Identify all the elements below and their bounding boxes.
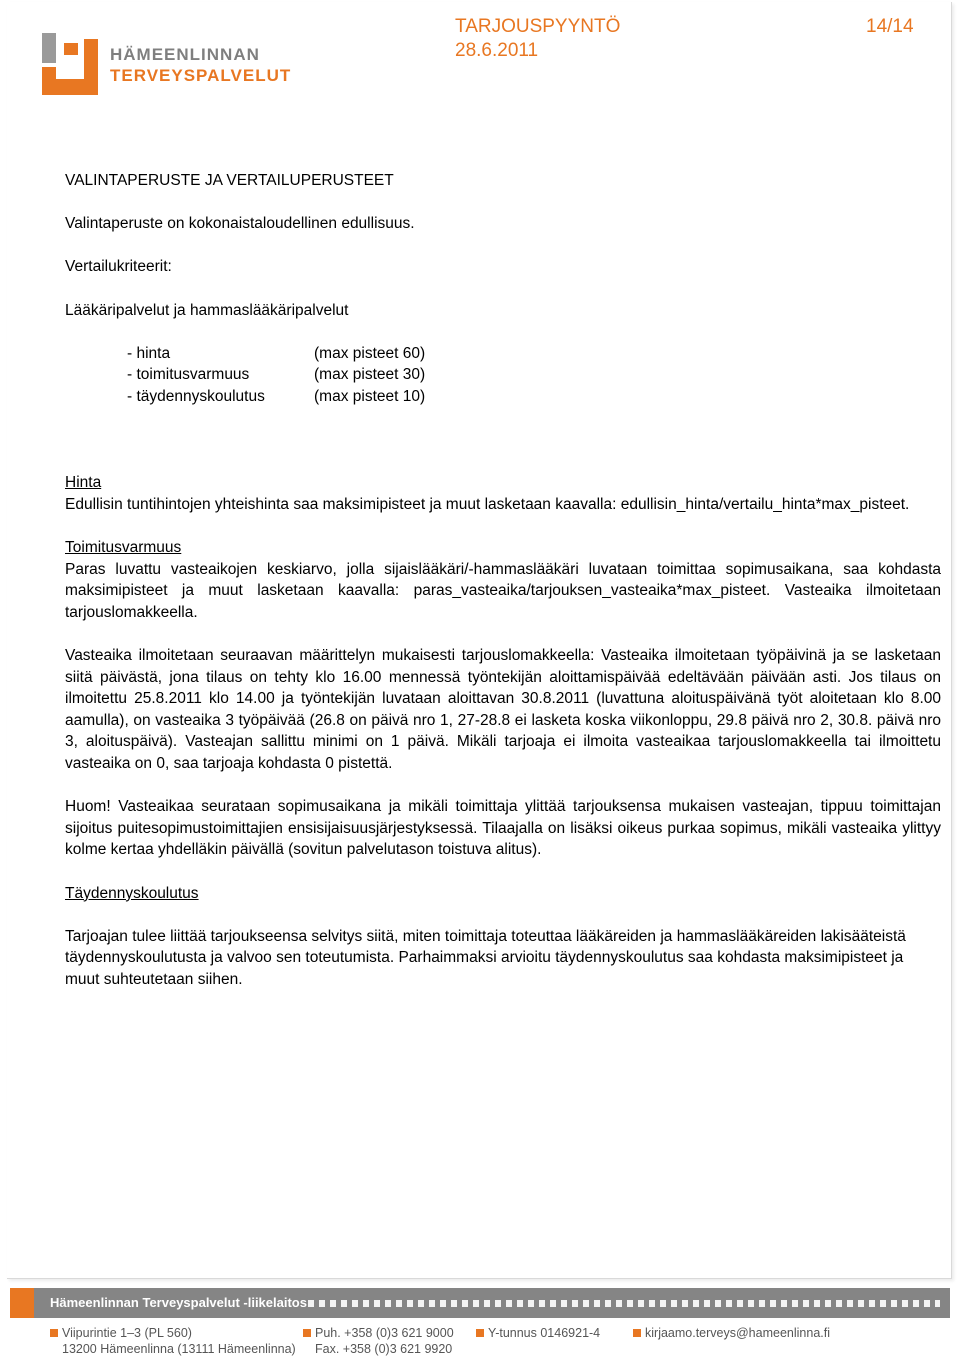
training-text: Tarjoajan tulee liittää tarjoukseensa selvitys siitä, miten toimittaja toteuttaa lääkäreiden ja hammaslääkäreiden lakisääteistä täydennyskoulutusta ja valvoo sen toteutumista. Parhaimmaksi arvioitu täydennyskoulutus saa kohdasta maksimipisteet ja muut suhteutetaan siihen.	[65, 927, 906, 988]
square-bullet-icon	[476, 1329, 484, 1337]
logo-text-top: HÄMEENLINNAN	[110, 45, 260, 64]
criterion-name: - toimitusvarmuus	[127, 366, 250, 384]
criterion-points: (max pisteet 60)	[314, 344, 426, 362]
footer-decoration	[308, 1300, 940, 1307]
service-heading: Lääkäripalvelut ja hammaslääkäripalvelut	[65, 301, 349, 319]
reliability-text: Paras luvattu vasteaikojen keskiarvo, jolla sijaislääkäri/-hammaslääkäri luvataan toimittaa sopimusaikana, saa kohdasta maksimipisteet ja muut lasketaan kaavalla: paras_vasteaika/tarjouksen_vasteaika*max_pisteet. Vasteaika ilmoitetaan tarjouslomakkeella.	[65, 560, 941, 621]
square-bullet-icon	[633, 1329, 641, 1337]
footer-contacts	[45, 1325, 945, 1361]
fax-number: Fax. +358 (0)3 621 9920	[315, 1342, 453, 1356]
business-id: Y-tunnus 0146921-4	[488, 1326, 601, 1340]
footer-bar	[10, 1288, 950, 1318]
address-line-1: Viipurintie 1–3 (PL 560)	[62, 1326, 192, 1340]
criteria-list	[127, 343, 941, 408]
hameenlinna-terveyspalvelut-logo	[40, 33, 292, 97]
price-heading: Hinta	[65, 474, 102, 492]
document-body	[65, 170, 941, 991]
footer-accent	[10, 1288, 34, 1318]
criterion-points: (max pisteet 10)	[314, 387, 426, 405]
square-bullet-icon	[303, 1329, 311, 1337]
logo-emblem-icon	[40, 33, 104, 97]
criterion-name: - täydennyskoulutus	[127, 387, 265, 405]
footer-company-name: Hämeenlinnan Terveyspalvelut -liikelaitos	[50, 1295, 307, 1310]
page-number: 14/14	[866, 16, 914, 37]
email-address[interactable]: kirjaamo.terveys@hameenlinna.fi	[645, 1326, 830, 1340]
square-bullet-icon	[50, 1329, 58, 1337]
criterion-name: - hinta	[127, 344, 171, 362]
criterion-points: (max pisteet 30)	[314, 366, 426, 384]
phone-number: Puh. +358 (0)3 621 9000	[315, 1326, 454, 1340]
footer-business-id	[488, 1325, 600, 1341]
section-title: VALINTAPERUSTE JA VERTAILUPERUSTEET	[65, 172, 394, 189]
reliability-heading: Toimitusvarmuus	[65, 539, 182, 557]
footer-phone-fax	[315, 1325, 454, 1357]
document-date: 28.6.2011	[455, 40, 539, 61]
footer-address	[62, 1325, 296, 1357]
note-text: Huom! Vasteaikaa seurataan sopimusaikana ja mikäli toimittaja ylittää tarjouksensa mukaisen vasteajan, tippuu toimittajan sijoitus puitesopimustoimittajien ensisijaisuusjärjestyksessä. Tilaajalla on lisäksi oikeus purkaa sopimus, mikäli vasteaika ylittyy kolme kertaa yhdelläkin päivällä (sovitun palvelutason toistuva alitus).	[65, 798, 941, 859]
document-title: TARJOUSPYYNTÖ	[455, 16, 621, 37]
criteria-label: Vertailukriteerit:	[65, 258, 172, 276]
selection-basis: Valintaperuste on kokonaistaloudellinen edullisuus.	[65, 215, 415, 233]
price-text: Edullisin tuntihintojen yhteishinta saa maksimipisteet ja muut lasketaan kaavalla: edullisin_hinta/vertailu_hinta*max_pisteet.	[65, 495, 910, 513]
address-line-2: 13200 Hämeenlinna (13111 Hämeenlinna)	[62, 1342, 296, 1356]
response-time-text: Vasteaika ilmoitetaan seuraavan määrittelyn mukaisesti tarjouslomakkeella: Vasteaika ilmoitetaan työpäivinä ja se lasketaan siitä päivästä, jona tilaus on tehty klo 16.00 mennessä työntekijän aloittamispäivää edeltävään päivään asti. Jos tilaus on ilmoitettu 25.8.2011 klo 14.00 ja työntekijän luvataan aloittavan 30.8.2011 (luvattuna aloituspäivänä työt aloitetaan klo 8.00 aamulla), on vasteaika 3 työpäivää (26.8 on päivä nro 1, 27-28.8 ei lasketa koska viikonloppu, 29.8 päivä nro 2, 30.8. päivä nro 3, aloituspäivä). Vasteajan sallittu minimi on 1 päivä. Mikäli tarjoaja ei ilmoita vasteaikaa tarjouslomakkeella tai ilmoittetu vasteaika on 0, saa tarjoaja kohdasta 0 pistettä.	[65, 647, 941, 773]
logo-text-bottom: TERVEYSPALVELUT	[110, 66, 292, 85]
footer-email	[645, 1325, 830, 1341]
training-heading: Täydennyskoulutus	[65, 884, 199, 902]
